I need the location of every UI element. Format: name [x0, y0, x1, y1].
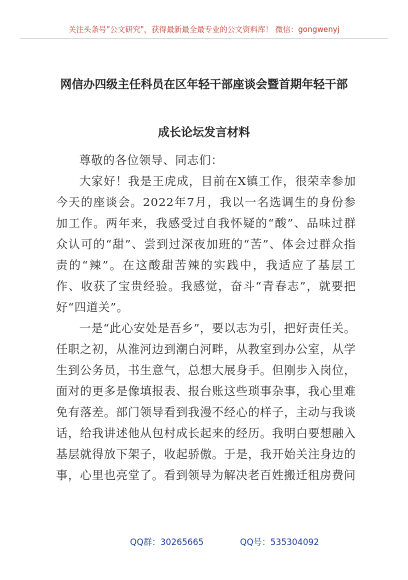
document-title-line-1: 网信办四级主任科员在区年轻干部座谈会暨首期年轻干部 — [60, 77, 348, 91]
header-banner: 关注头条号"公文研究"，获得最新最全最专业的公文资料库！ 微信：gongwenyj — [20, 24, 388, 39]
footer-qq-number: QQ号：535304092 — [240, 538, 320, 548]
document-body — [56, 150, 356, 486]
paragraph-intro: 大家好！我是王虎成，目前在X镇工作，很荣幸参加今天的座谈会。2022年7月，我以一名选调生的身份参加工作。两年来，我感受过自我怀疑的“酸”、品味过群众认可的“甜”、尝到过深夜加班的“苦”、体会过群众指责的“辣”。在这酸甜苦辣的实践中，我适应了基层工作、收获了宝贵经验。我感觉，奋斗“青春志”，就要把好“四道关”。 — [56, 174, 356, 314]
footer — [0, 536, 408, 550]
footer-qq-group: QQ群：30265665 — [130, 538, 204, 548]
paragraph-point-one: 一是“此心安处是吾乡”，要以志为引，把好责任关。任职之初，从淮河边到潮白河畔，从教室到办公室，从学生到公务员，书生意气，总想大展身手。但刚步入岗位，面对的更多是像填报表、报台账这些琐事杂事，我心里难免有落差。部门领导看到我漫不经心的样子，主动与我谈话，给我讲述他从包村成长起来的经历。我明白要想融入基层就得放下架子，收起骄傲。于是，我开始关注身边的事，心里也亮堂了。看到领导为解决老百姓搬迁租房费问 — [56, 321, 356, 482]
document-title-line-2: 成长论坛发言材料 — [158, 125, 250, 139]
salutation: 尊敬的各位领导、同志们： — [79, 153, 224, 167]
